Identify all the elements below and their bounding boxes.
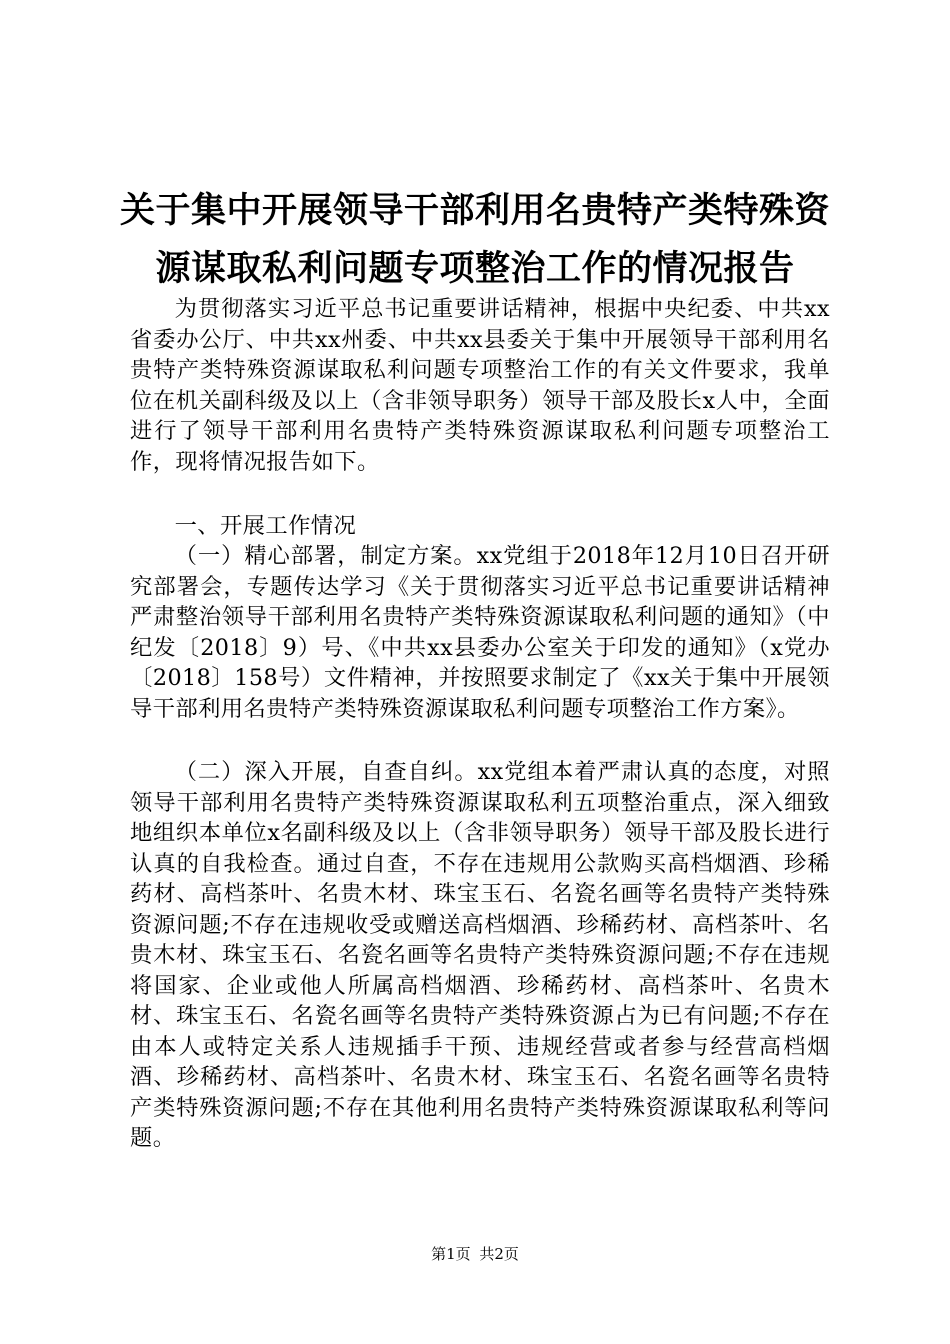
page-number: 第1页: [431, 1245, 471, 1263]
page-total: 共2页: [479, 1245, 519, 1263]
document-title-line-2: 源谋取私利问题专项整治工作的情况报告: [155, 248, 795, 289]
page-footer: [0, 1244, 950, 1264]
section-item-2: （二）深入开展，自查自纠。xx党组本着严肃认真的态度，对照领导干部利用名贵特产类特殊资源谋取私利五项整治重点，深入细致地组织本单位x名副科级及以上（含非领导职务）领导干部及股长进行认真的自我检查。通过自查，不存在违规用公款购买高档烟酒、珍稀药材、高档茶叶、名贵木材、珠宝玉石、名瓷名画等名贵特产类特殊资源问题;不存在违规收受或赠送高档烟酒、珍稀药材、高档茶叶、名贵木材、珠宝玉石、名瓷名画等名贵特产类特殊资源问题;不存在违规将国家、企业或他人所属高档烟酒、珍稀药材、高档茶叶、名贵木材、珠宝玉石、名瓷名画等名贵特产类特殊资源占为已有问题;不存在由本人或特定关系人违规插手干预、违规经营或者参与经营高档烟酒、珍稀药材、高档茶叶、名贵木材、珠宝玉石、名瓷名画等名贵特产类特殊资源问题;不存在其他利用名贵特产类特殊资源谋取私利等问题。: [130, 759, 830, 1151]
section-heading: 一、开展工作情况: [174, 513, 357, 539]
intro-paragraph: 为贯彻落实习近平总书记重要讲话精神，根据中央纪委、中共xx省委办公厅、中共xx州委、中共xx县委关于集中开展领导干部利用名贵特产类特殊资源谋取私利问题专项整治工作的有关文件要求，我单位在机关副科级及以上（含非领导职务）领导干部及股长x人中，全面进行了领导干部利用名贵特产类特殊资源谋取私利问题专项整治工作，现将情况报告如下。: [130, 296, 830, 475]
document-title-line-1: 关于集中开展领导干部利用名贵特产类特殊资: [119, 190, 830, 231]
section-item-1: （一）精心部署，制定方案。xx党组于2018年12月10日召开研究部署会，专题传达学习《关于贯彻落实习近平总书记重要讲话精神严肃整治领导干部利用名贵特产类特殊资源谋取私利问题的通知》（中纪发〔2018〕9）号、《中共xx县委办公室关于印发的通知》（x党办〔2018〕158号）文件精神，并按照要求制定了《xx关于集中开展领导干部利用名贵特产类特殊资源谋取私利问题专项整治工作方案》。: [130, 543, 830, 722]
